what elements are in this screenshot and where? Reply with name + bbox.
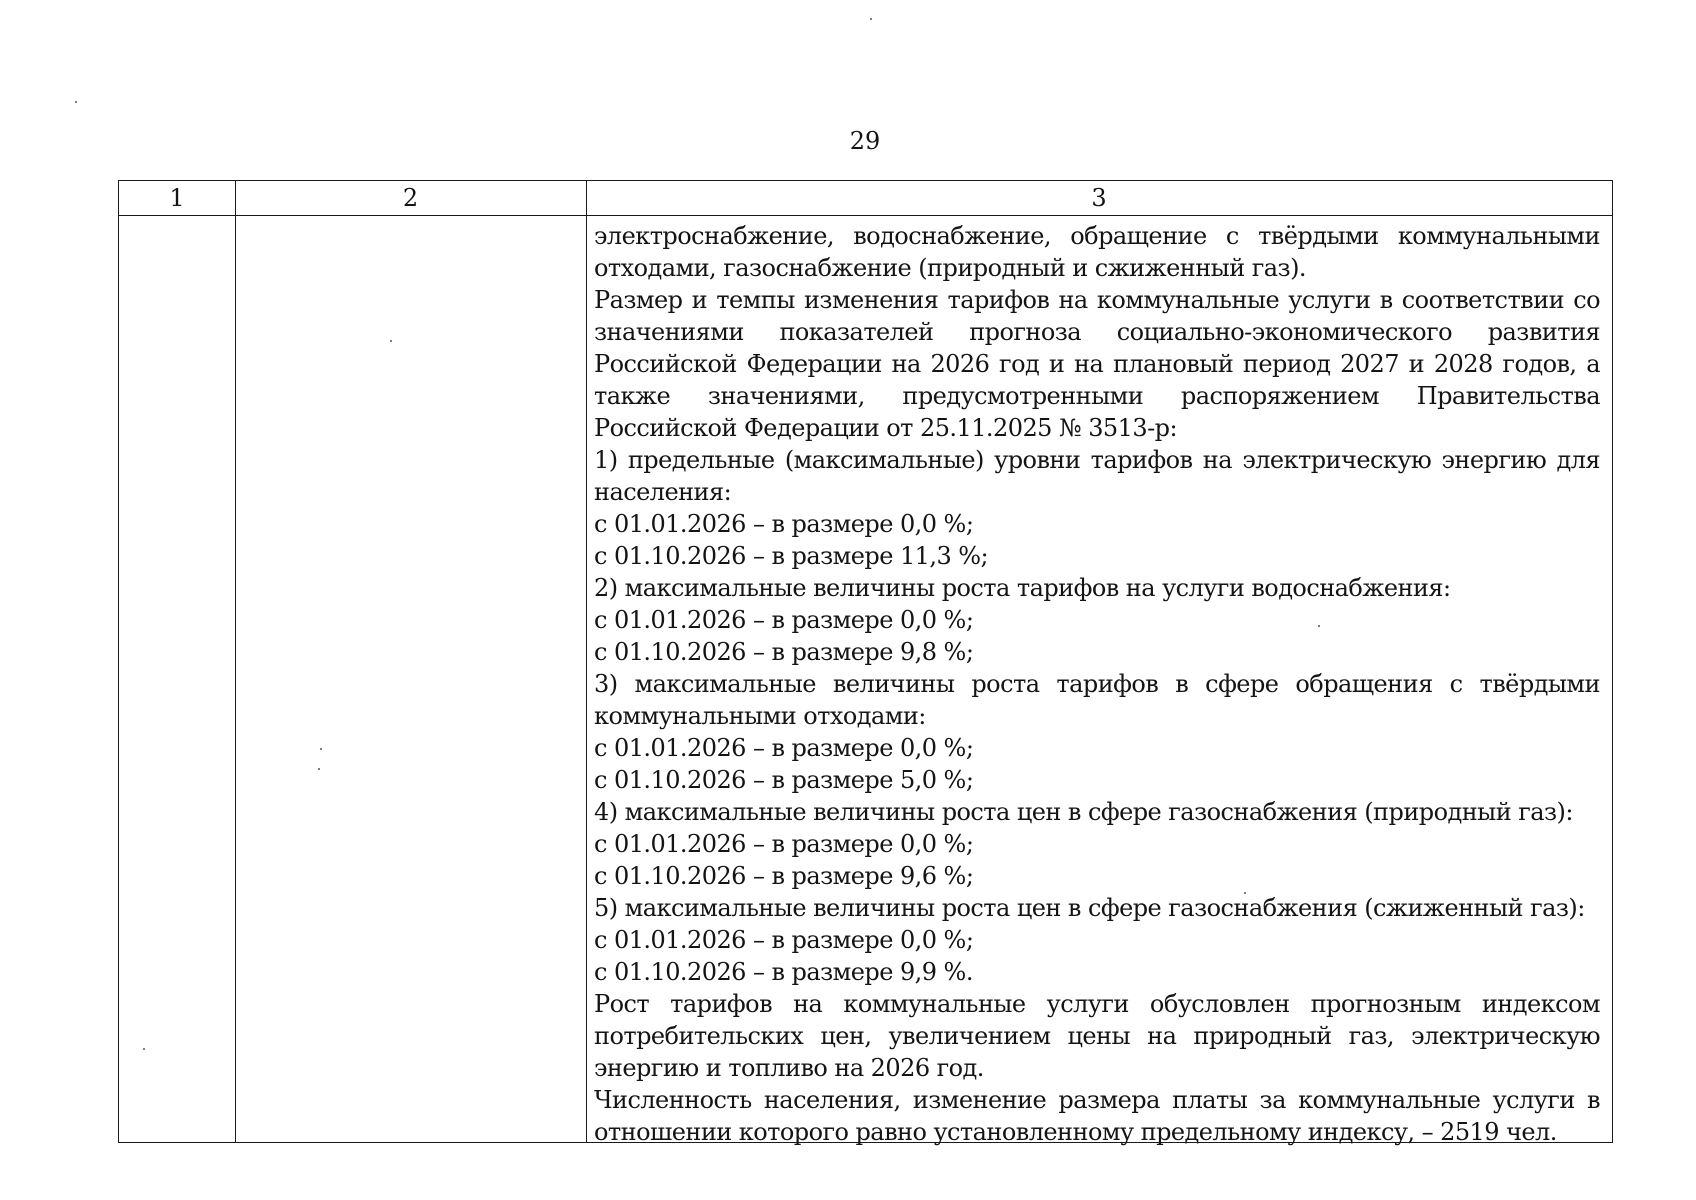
scan-speck: [390, 340, 392, 342]
content-paragraph: с 01.10.2026 – в размере 9,6 %;: [594, 862, 974, 890]
content-paragraph: с 01.10.2026 – в размере 9,9 %.: [594, 958, 973, 986]
document-table: [118, 180, 1613, 1146]
content-paragraph: электроснабжение, водоснабжение, обращение с твёрдыми коммунальными отходами, газоснабжение (природный и сжиженный газ).: [594, 222, 1600, 282]
content-paragraph: с 01.01.2026 – в размере 0,0 %;: [594, 926, 974, 954]
column-header-2: 2: [402, 184, 419, 212]
content-paragraph: с 01.10.2026 – в размере 11,3 %;: [594, 542, 989, 570]
content-paragraph: Численность населения, изменение размера платы за коммунальные услуги в отношении которого равно установленному предельному индексу, – 2519 чел.: [594, 1086, 1600, 1146]
content-paragraph: с 01.01.2026 – в размере 0,0 %;: [594, 734, 974, 762]
scan-speck: [1318, 625, 1320, 627]
column-divider-1: [235, 181, 236, 1142]
content-paragraph: 4) максимальные величины роста цен в сфере газоснабжения (природный газ):: [594, 798, 1573, 826]
content-paragraph: с 01.01.2026 – в размере 0,0 %;: [594, 510, 974, 538]
content-paragraph: Рост тарифов на коммунальные услуги обусловлен прогнозным индексом потребительских цен, увеличением цены на природный газ, электрическую энергию и топливо на 2026 год.: [594, 990, 1600, 1082]
content-paragraph: 2) максимальные величины роста тарифов на услуги водоснабжения:: [594, 574, 1451, 602]
column-header-1: 1: [169, 184, 185, 212]
page-number: 29: [849, 127, 881, 155]
scan-speck: [143, 1048, 145, 1050]
content-paragraph: с 01.10.2026 – в размере 9,8 %;: [594, 638, 974, 666]
scan-speck: [1244, 892, 1246, 894]
content-paragraph: с 01.01.2026 – в размере 0,0 %;: [594, 606, 974, 634]
column-header-3: 3: [1091, 184, 1107, 212]
content-paragraph: 5) максимальные величины роста цен в сфере газоснабжения (сжиженный газ):: [594, 894, 1585, 922]
scan-speck: [320, 748, 322, 750]
content-paragraph: с 01.10.2026 – в размере 5,0 %;: [594, 766, 974, 794]
content-paragraph: 1) предельные (максимальные) уровни тарифов на электрическую энергию для населения:: [594, 446, 1600, 506]
table-header-row: [119, 181, 1612, 216]
content-paragraph: Размер и темпы изменения тарифов на коммунальные услуги в соответствии со значениями показателей прогноза социально-экономического развития Российской Федерации на 2026 год и на плановый период 2027 и 2028 годов, а также значениями, предусмотренными распоряжением Правительства Российской Федерации от 25.11.2025 № 3513-р:: [594, 286, 1600, 442]
scan-speck: [870, 18, 872, 20]
column-3-content: [594, 220, 1600, 1148]
scan-speck: [75, 101, 77, 103]
content-paragraph: 3) максимальные величины роста тарифов в сфере обращения с твёрдыми коммунальными отходами:: [594, 670, 1600, 730]
scan-speck: [318, 768, 320, 770]
content-paragraph: с 01.01.2026 – в размере 0,0 %;: [594, 830, 974, 858]
column-divider-2: [586, 181, 587, 1142]
